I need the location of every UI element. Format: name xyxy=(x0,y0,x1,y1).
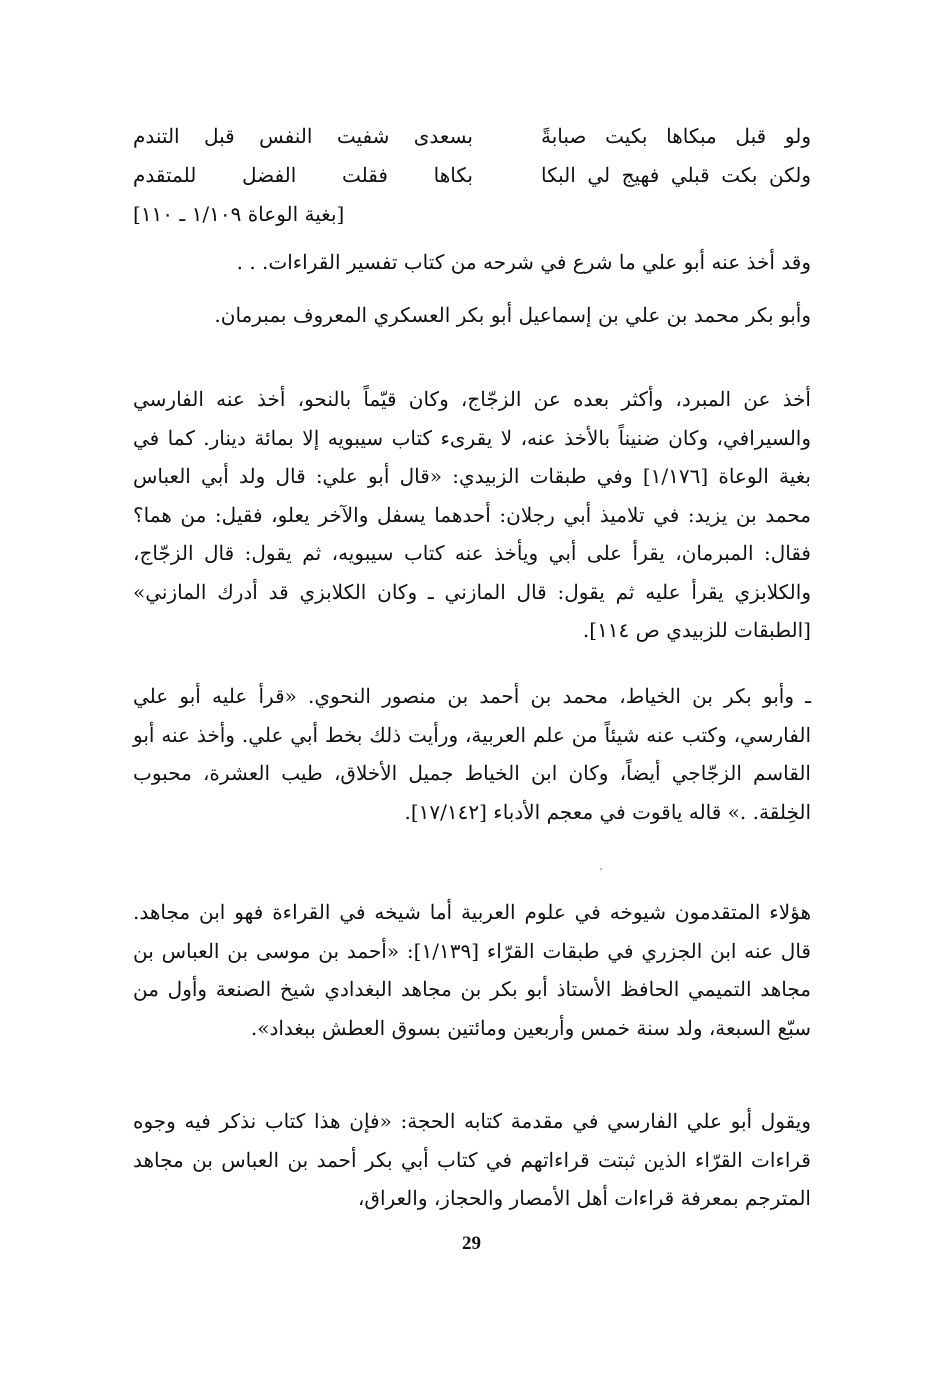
poem-line-2 xyxy=(133,155,811,195)
paragraph-4: ـ وأبو بكر بن الخياط، محمد بن أحمد بن منصور النحوي. «قرأ عليه أبو علي الفارسي، وكتب عنه شيئاً من علم العربية، ورأيت ذلك بخط أبي علي. وأخذ عنه أبو القاسم الزجّاجي أيضاً، وكان ابن الخياط جميل الأخلاق، طيب العشرة، محبوب الخِلقة. .» قاله ياقوت في معجم الأدباء [١٧/١٤٢]. xyxy=(133,684,811,824)
paragraph-6: ويقول أبو علي الفارسي في مقدمة كتابه الحجة: «فإن هذا كتاب نذكر فيه وجوه قراءات القرّاء الذين ثبتت قراءاتهم في كتاب أبي بكر أحمد بن العباس بن مجاهد المترجم بمعرفة قراءات أهل الأمصار والحجاز، والعراق، xyxy=(133,1109,811,1210)
poem-line-1-second-hemistich: بسعدى شفيت النفس قبل التندم xyxy=(133,124,473,148)
scan-speck xyxy=(600,868,602,870)
poem-line-2-second-hemistich: بكاها فقلت الفضل للمتقدم xyxy=(133,163,473,187)
page-number: 29 xyxy=(462,1233,481,1254)
paragraph-5: هؤلاء المتقدمون شيوخه في علوم العربية أما شيخه في القراءة فهو ابن مجاهد. قال عنه ابن الجزري في طبقات القرّاء [١/١٣٩]: «أحمد بن موسى بن العباس بن مجاهد التميمي الحافظ الأستاذ أبو بكر بن مجاهد البغدادي شيخ الصنعة وأول من سبّع السبعة، ولد سنة خمس وأربعين ومائتين بسوق العطش ببغداد». xyxy=(133,900,811,1040)
poem-reference: [بغية الوعاة ١/١٠٩ ـ ١١٠] xyxy=(133,202,345,226)
poem-line-1-first-hemistich: ولو قبل مبكاها بكيت صبابةً xyxy=(541,124,811,148)
poem-line-1 xyxy=(133,116,811,156)
paragraph-2: وأبو بكر محمد بن علي بن إسماعيل أبو بكر العسكري المعروف بمبرمان. xyxy=(214,303,811,327)
paragraph-1: وقد أخذ عنه أبو علي ما شرع في شرحه من كتاب تفسير القراءات. . . xyxy=(236,250,811,274)
poem-line-2-first-hemistich: ولكن بكت قبلي فهيج لي البكا xyxy=(541,163,811,187)
paragraph-3: أخذ عن المبرد، وأكثر بعده عن الزجّاج، وكان قيّماً بالنحو، أخذ عنه الفارسي والسيرافي، وكان ضنيناً بالأخذ عنه، لا يقرىء كتاب سيبويه إلا بمائة دينار. كما في بغية الوعاة [١/١٧٦] وفي طبقات الزبيدي: «قال أبو علي: قال ولد أبي العباس محمد بن يزيد: في تلاميذ أبي رجلان: أحدهما يسفل والآخر يعلو، فقيل: من هما؟ فقال: المبرمان، يقرأ على أبي ويأخذ عنه كتاب سيبويه، ثم يقول: قال الزجّاج، والكلابزي يقرأ عليه ثم يقول: قال المازني ـ وكان الكلابزي قد أدرك المازني» [الطبقات للزبيدي ص ١١٤]. xyxy=(133,387,811,642)
